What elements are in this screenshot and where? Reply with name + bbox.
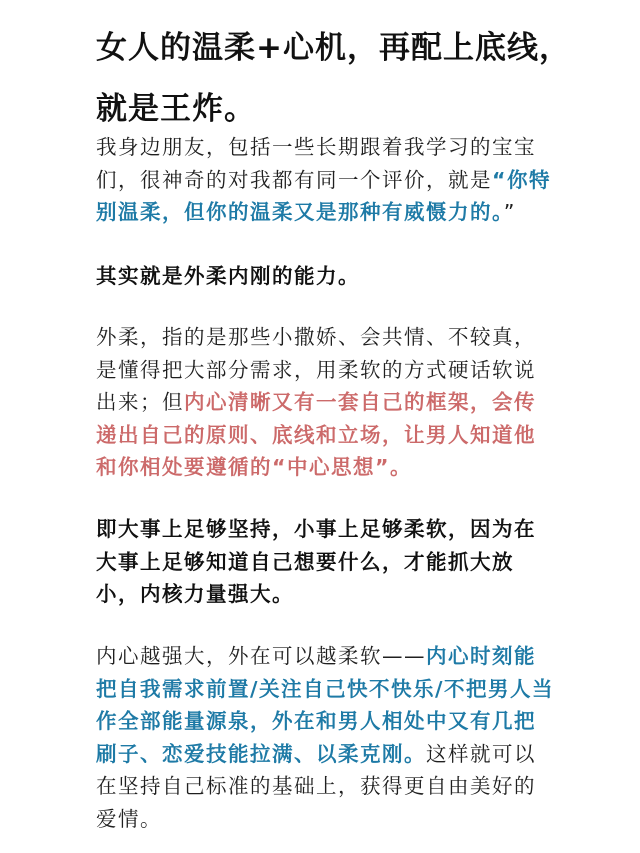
paragraph-5-highlight: 内心时刻能把自我需求前置/关注自己快不快乐/不把男人当作全部能量源泉，外在和男人相处中又有几把刷子、恋爱技能拉满、以柔克刚。 <box>96 644 554 766</box>
article-title-line-2: 就是王炸。 <box>96 91 256 127</box>
paragraph-5-text-end: 这样就可以在坚持自己标准的基础上，获得更自由美好的爱情。 <box>96 741 536 831</box>
paragraph-1-highlight: “你特别温柔，但你的温柔又是那种有威慑力的。 <box>96 167 551 224</box>
paragraph-1-end-quote: ” <box>503 200 516 224</box>
paragraph-5-text-start: 内心越强大，外在可以越柔软—— <box>96 644 426 668</box>
article-title-line-1: 女人的温柔+心机，再配上底线， <box>96 30 571 66</box>
paragraph-5 <box>96 640 556 835</box>
paragraph-1 <box>96 131 556 229</box>
paragraph-4: 即大事上足够坚持，小事上足够柔软，因为在大事上足够知道自己想要什么，才能抓大放小，内核力量强大。 <box>96 517 536 606</box>
paragraph-3-text: 外柔，指的是那些小撒娇、会共情、不较真，是懂得把大部分需求，用柔软的方式硬话软说出来；但 <box>96 325 536 414</box>
paragraph-2: 其实就是外柔内刚的能力。 <box>96 264 360 288</box>
paragraph-3-highlight: 内心清晰又有一套自己的框架，会传递出自己的原则、底线和立场，让男人知道他和你相处要遵循的“中心思想”。 <box>96 390 536 479</box>
paragraph-1-text: 我身边朋友，包括一些长期跟着我学习的宝宝们，很神奇的对我都有同一个评价，就是 <box>96 135 536 192</box>
paragraph-3 <box>96 321 556 484</box>
